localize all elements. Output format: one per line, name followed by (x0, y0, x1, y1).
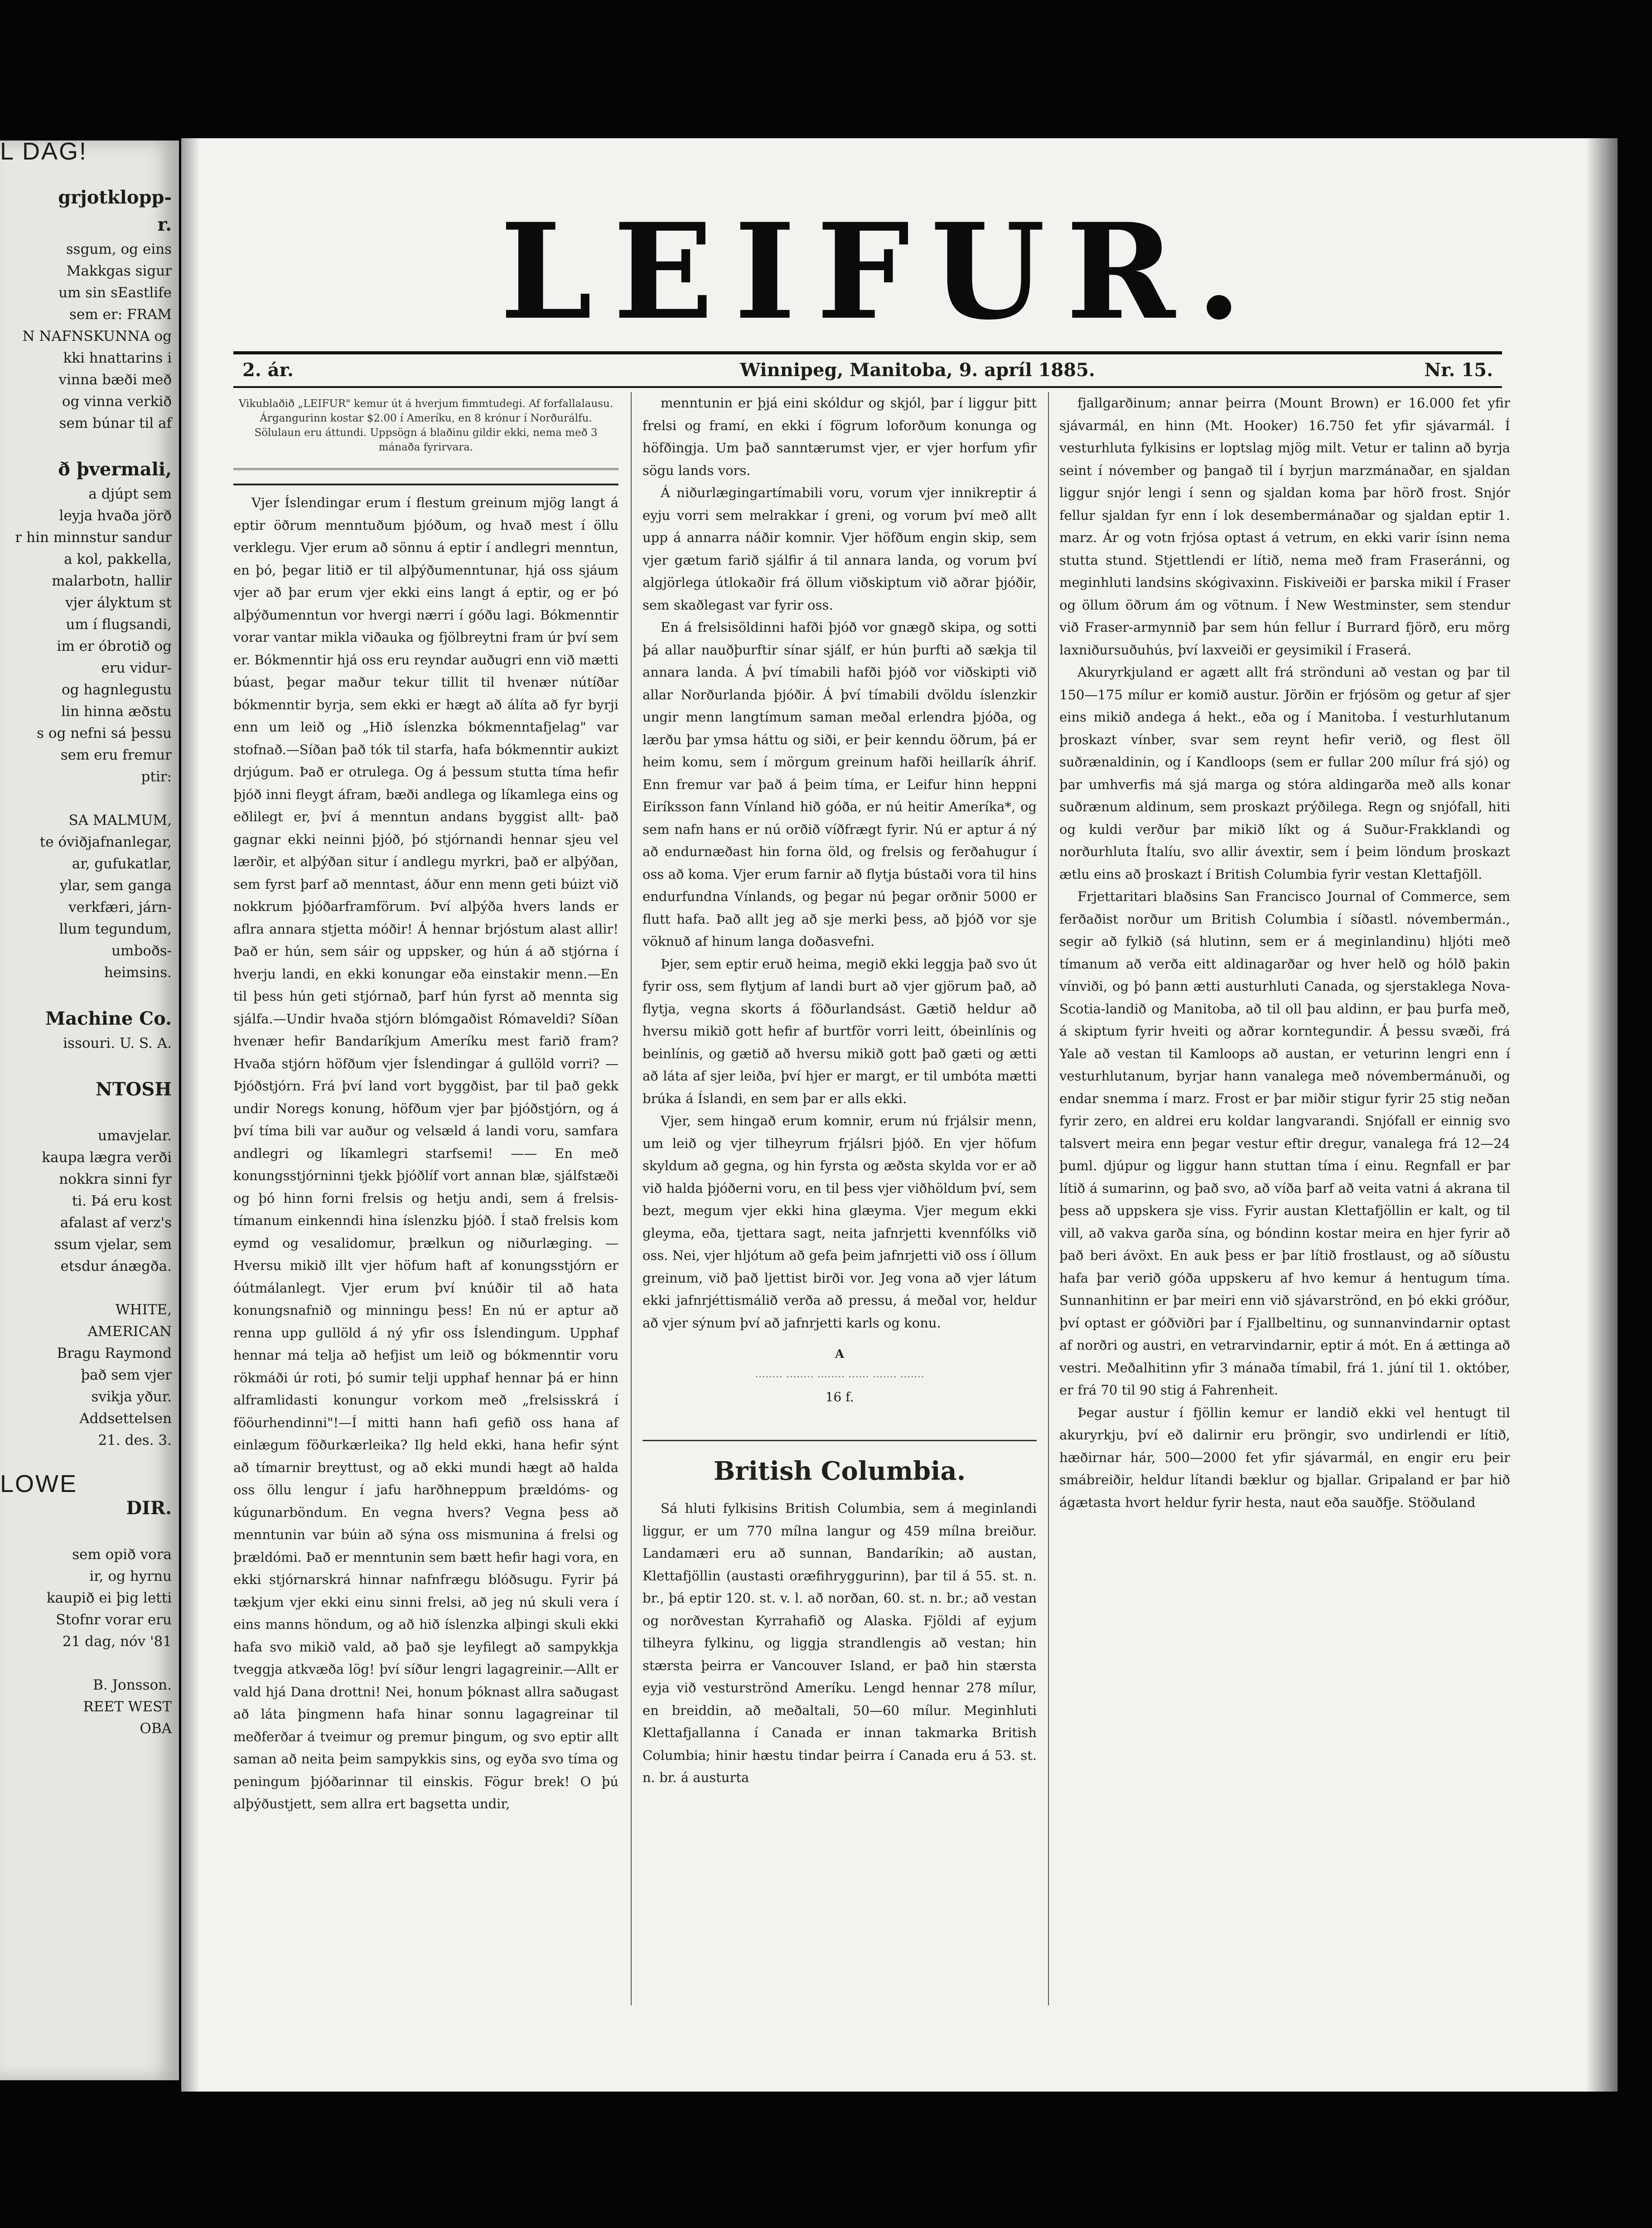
left-page-gap (0, 434, 174, 456)
left-page-line: llum tegundum, (59, 921, 172, 937)
left-page-line: og hagnlegustu (61, 682, 172, 698)
left-page-line: Addsettelsen (79, 1410, 172, 1427)
left-page-gap (0, 788, 174, 809)
column-rule (1048, 392, 1049, 2005)
left-page-line: te óviðjafnanlegar, (39, 834, 172, 850)
left-page-line: umavjelar. (98, 1128, 172, 1144)
left-page-line: leyja hvaða jörð (59, 508, 172, 524)
article-paragraph: Þegar austur í fjöllin kemur er landið ekki vel hentugt til akuryrkju, því eð dalirnir eru þröngir, svo undirlendi er lítið, hæðirnar hár, 500—2000 fet yfir sjávarmál, en engir eru þeir smábreiðir, heldur lítandi bæklur og bjallar. Gripaland er þar hið ágætasta hvort heldur fyrir hesta, naut eða sauðfje. Stöðuland (1059, 1405, 1510, 1510)
left-page-line: r. (157, 214, 172, 235)
page-edge-shadow (1586, 138, 1618, 2092)
left-page-gap (0, 162, 174, 184)
left-page-line: ylar, sem ganga (59, 877, 172, 894)
left-page-line: Makkgas sigur (66, 263, 172, 279)
left-page-line: a djúpt sem (88, 486, 172, 502)
left-page-fragment (0, 140, 179, 2080)
left-page-gap (0, 1451, 174, 1473)
left-page-line: vinna bæði með (58, 372, 172, 388)
left-page-line: 21. des. 3. (98, 1432, 172, 1448)
left-page-line: sem eru fremur (60, 747, 172, 763)
left-page-line: ar, gufukatlar, (72, 856, 172, 872)
left-page-line: ð þvermali, (58, 459, 172, 480)
left-page-line: s og nefni sá þessu (37, 725, 172, 741)
left-page-line: im er óbrotið og (57, 638, 172, 654)
left-page-line: umboðs- (111, 943, 172, 959)
left-page-gap (0, 983, 174, 1005)
left-page-line: r hin minnstur sandur (15, 529, 172, 546)
dateline-bar (233, 351, 1502, 388)
left-page-line: LOWE (0, 1470, 78, 1497)
article-column-3 (1059, 392, 1510, 1514)
left-page-line: NTOSH (96, 1079, 172, 1100)
left-page-gap (0, 1103, 174, 1125)
column-rule (631, 392, 632, 2005)
left-page-line: kaupið ei þig letti (46, 1590, 172, 1606)
article-paragraph: Sá hluti fylkisins British Columbia, sem á meginlandi liggur, er um 770 mílna langur og 459 mílna breiður. Landamæri eru að sunnan, Bandaríkin; að austan, Klettafjöllin (austasti oræfihryggurinn), þar til á 55. st. n. br., þá eptir 120. st. v. l. að norðan, 60. st. n. br.; að vestan og norðvestan Kyrrahafið og Alaska. Fjöldi af eyjum tilheyra fylkinu, og liggja strandlengis að vestan; hin stærsta þeirra er Vancouver Island, er það hin stærsta eyja við vesturströnd Ameríku. Lengd hennar 278 mílur, en breiddin, að meðaltali, 50—60 mílur. Meginhluti Klettafjallanna í Canada er innan takmarka British Columbia; hinir hæstu tindar þeirra í Canada eru á 53. st. n. br. á austurta (642, 1501, 1037, 1785)
article-paragraph: Þjer, sem eptir eruð heima, megið ekki leggja það svo út fyrir oss, sem flytjum af landi burt að vjer gjörum það, að flytja, vegna skorts á föðurlandsást. Gætið heldur að hversu mikið gott hefir af burtför vorri leitt, óbeinlínis og beinlínis, og gætið að hversu mikið gott það gæti og ætti að láta af sjer leiða, því hjer er margt, er til umbóta mætti brúka á Íslandi, en sem þar er alls ekki. (642, 956, 1037, 1106)
left-page-line: a kol, pakkella, (64, 551, 172, 567)
left-page-line: sem opið vora (72, 1546, 172, 1563)
left-page-line: heimsins. (104, 964, 172, 981)
left-page-line: verkfæri, járn- (68, 899, 172, 915)
left-page-line: svikja yður. (91, 1389, 172, 1405)
left-page-gap (0, 1054, 174, 1076)
left-page-line: um í flugsandi, (66, 616, 172, 633)
left-page-line: ssum vjelar, sem (54, 1236, 172, 1253)
article-paragraph: En á frelsisöldinni hafði þjóð vor gnægð skipa, og sotti þá allar nauðþurftir sínar sjálf, er hún þurfti að sækja til annara landa. Á því tímabili hafði þjóð vor viðskipti við allar Norðurlanda þjóðir. Á því tímabili dvöldu íslenzkir ungir menn langtímum saman meðal erlendra þjóða, og lærðu þar ymsa háttu og siði, er þeir kenndu öðrum, þá er heim komu, sem í mörgum greinum hafði heillarík áhrif. Enn fremur var það á þeim tíma, er Leifur hinn heppni Eiríksson fann Vínland hið góða, er nú heitir Ameríka*, og sem nafn hans er nú orðið víðfrægt fyrir. Nú er aptur á ný að endurnæðast hin forna öld, og frelsis og ferðahugur í oss að koma. Vjer erum farnir að flytja bústaði vora til hins endurfundna Vínlands, og þegar nú þegar orðnir 5000 er flutt hafa. Það allt jeg að sje merki þess, að þjóð vor sje vöknuð af hinum langa doðasvefni. (642, 620, 1037, 949)
place-date: Winnipeg, Manitoba, 9. apríl 1885. (740, 359, 1095, 381)
left-page-line: það sem vjer (81, 1367, 172, 1383)
left-page-line: etsdur ánægða. (60, 1258, 172, 1274)
article-paragraph: Akuryrkjuland er agætt allt frá strönduni að vestan og þar til 150—175 mílur er komið austur. Jörðin er frjósöm og getur af sjer eins mikið andega á hekt., eða og í Manitoba. Í vesturhlutanum þroskazt vínber, svar sem reynt hefir verið, og flest öll suðrænaldinin, og í Kandloops (sem er fullar 200 mílur frá sjó) og þar umhverfis má sjá marga og stóra aldingarða með alls konar suðrænum aldinum, sem proskazt prýðilega. Regn og snjófall, hiti og kuldi verður þar mikið líkt og á Suður-Frakklandi og norðurhluta Ítalíu, svo allir ávextir, sem í þeim löndum þroskazt ætlu eins að þroskazt í British Columbia fyrir vestan Klettafjöll. (1059, 664, 1510, 882)
left-page-line: B. Jonsson. (93, 1677, 172, 1693)
left-page-line: lin hinna æðstu (61, 703, 172, 720)
left-page-line: Machine Co. (45, 1008, 172, 1029)
left-page-line: WHITE, (115, 1302, 172, 1318)
article-paragraph: Vjer Íslendingar erum í flestum greinum mjög langt á eptir öðrum menntuðum þjóðum, og hvað mest í öllu verklegu. Vjer erum að sönnu á eptir í andlegri menntun, en þó, þegar litið er til alþýðumenntunar, hjá oss sjáum vjer að þar erum vjer ekki eins langt á eptir, og er þó alþýðumenntun vor hvergi nærri í góðu lagi. Bókmenntir vorar vantar mikla viðauka og fjölbreytni fram úr því sem er. Bókmenntir hjá oss eru reyndar auðugri enn við mætti búast, þegar maður tekur tillit til hvenær nútíðar bókmenntir byrja, sem ekki er hægt að álíta að fyr byrji enn um leið og „Hið íslenzka bókmenntafjelag" var stofnað.—Síðan það tók til starfa, hafa bókmenntir aukizt drjúgum. Það er otrulega. Og á þessum stutta tíma hefir þjóð inni fleygt áfram, bæði andlega og líkamlega eins og eðlilegt er, því á menntun andans byggist allt- það gagnar ekki neinni þjóð, þó stjórnandi hennar sjeu vel lærðir, et alþýðan situr í andlegu myrkri, það er alþýðan, sem fyrst þarf að menntast, áður enn menn geti búizt við nokkrum þjóðarframförum. Því alþýða hvers lands er aflra annara stjetta móðir! Á hennar brjóstum alast allir! Það er hún, sem sáir og uppsker, og hún á að stjórna í hverju landi, en ekki konungar eða einstakir menn.—En til þess hún geti stjórnað, þarf hún fyrst að mennta sig sjálfa.—Undir hvaða stjórn blómgaðist Rómaveldi? Síðan hvenær hefir Bandaríkjum Ameríku mest farið fram? Hvaða stjórn höfðum vjer Íslendingar á gullöld vorri? —Þjóðstjórn. Frá því land vort byggðist, þar til það gekk undir Noregs konung, höfðum vjer þar þjóðstjórn, og á því tíma bili var auður og velsæld á landi voru, samfara andlegri og líkamlegri starfsemi! —— En með konungsstjórninni tjekk þjóðlíf vort annan blæ, sjálfstæði og þó hinn forni frelsis og hetju andi, sem á frelsis-tímanum einkenndi hina íslenzku þjóð. Í stað frelsis kom eymd og vesalidomur, þrælkun og niðurlæging. — Hversu mikið illt vjer höfum haft af konungsstjórn er óútmálanlegt. Vjer erum því knúðir til að hata konungsnafnið og minningu þess! En nú er aptur að renna upp gullöld á ný yfir oss Íslendingum. Upphaf hennar má telja að hefjist um leið og bókmenntir voru rökmáði úr roti, þó sumir telji upphaf hennar þá er hinn alframlidasti konungur vorkom með „frelsisskrá í fööurhendinni"!—Í mitti hann hafi gefið oss hana af einlægum föðurkærleika? Ilg held ekki, hana hefir sýnt að tímarnir breyttust, og að ekki mundi hægt að halda oss öllu lengur í jafu harðhneppum þrældóms- og kúgunarböndum. En vegna hvers? Vegna þess að menntunin var búin að sýna oss mismunina á frelsi og þrældómi. Það er menntunin sem bætt hefir hagi vora, en ekki stjórnarskrá hinnar nafnfrægu blóðsugu. Fyrir þá tækjum vjer ekki einu sinni frelsi, að jeg nú skuli vera í eins manns höndum, og að hið íslenzka alþingi skuli ekki hafa svo mikið vald, að það sje leyfilegt að sampykkja tveggja atkvæða lög! því síður lengri lagagreinir.—Allt er vald hjá Dana drottni! Nei, honum þóknast allra saðugast að láta þingmenn hafa hinar sonnu lagagreinar til meðferðar á tveimur og premur þingum, og svo eptir allt saman að neita þeim sampykkis sins, og eyða svo tíma og peningum þjóðarinnar til einskis. Fögur brek! O þú alþýðustjett, sem allra ert bagsetta undir, (233, 495, 618, 1811)
left-page-line: vjer ályktum st (65, 595, 172, 611)
left-page-line: issouri. U. S. A. (63, 1035, 172, 1051)
article-mark: A (835, 1347, 845, 1361)
issue-number: Nr. 15. (1424, 359, 1493, 381)
binding-shadow (181, 138, 199, 2092)
left-page-line: nokkra sinni fyr (59, 1171, 172, 1187)
left-page-line: N NAFNSKUNNA og (22, 328, 172, 344)
left-page-line: ti. Þá eru kost (72, 1193, 172, 1209)
section-body (642, 1497, 1037, 1789)
left-page-line: Stofnr vorar eru (56, 1612, 172, 1628)
left-page-line: ptir: (141, 769, 172, 785)
left-page-line: Bragu Raymond (57, 1345, 172, 1361)
left-page-gap (0, 1652, 174, 1674)
left-page-column (0, 140, 179, 1739)
article-paragraph: Á niðurlægingartímabili voru, vorum vjer innikreptir á eyju vorri sem melrakkar í greni, og vorum því með allt upp á annarra náðir komnir. Vjer höfðum engin skip, sem vjer gætum farið sjálfir á til annara landa, og vorum því algjörlega útlokaðir frá öllum viðskiptum við aðrar þjóðir, sem skaðlegast var fyrir oss. (642, 485, 1037, 613)
column-3-body (1059, 392, 1510, 1514)
left-page-line: OBA (140, 1720, 172, 1737)
left-page-line: afalast af verz's (60, 1215, 172, 1231)
left-page-gap (0, 1522, 174, 1544)
left-page-line: malarbotn, hallir (52, 573, 172, 589)
section-heading: British Columbia. (713, 1456, 966, 1486)
left-page-line: ssgum, og eins (66, 241, 172, 257)
article-paragraph: menntunin er þjá eini skóldur og skjól, þar í liggur þitt frelsi og framí, en ekki í fögrum loforðum konunga og höfðingja. Um það sanntærumst vjer, er vjer horfum yfir sögu lands vors. (642, 395, 1037, 478)
left-page-line: AMERICAN (87, 1323, 172, 1340)
left-page-line: L DAG! (0, 140, 88, 165)
left-page-gap (0, 1277, 174, 1299)
left-page-line: REET WEST (83, 1699, 172, 1715)
separator-text: 16 f. (825, 1389, 854, 1405)
left-page-line: og vinna verkið (62, 393, 172, 410)
left-page-line: 21 dag, nóv '81 (62, 1633, 172, 1650)
article-column-1 (233, 392, 618, 1816)
masthead-title: LEIFUR. (500, 195, 1263, 349)
faded-text: ........ ........ ........ ...... ....... ....... (755, 1367, 924, 1380)
column-1-body (233, 492, 618, 1816)
left-page-line: DIR. (126, 1497, 172, 1519)
left-page-line: kaupa lægra verði (42, 1149, 172, 1166)
subscription-notice: Vikublaðið „LEIFUR" kemur út á hverjum fimmtudegi. Af forfallalausu. Árgangurinn kostar $2.00 í Ameríku, en 8 krónur í Norðurálfu. Sölulaun eru áttundi. Uppsögn á blaðinu gildir ekki, nema með 3 mánaða fyrirvara. (233, 392, 618, 470)
left-page-line: ir, og hyrnu (89, 1568, 172, 1584)
left-page-line: kki hnattarins i (63, 350, 172, 366)
article-paragraph: Vjer, sem hingað erum komnir, erum nú frjálsir menn, um leið og vjer tilheyrum frjálsri þjóð. En vjer höfum skyldum að gegna, og hin fyrsta og æðsta skylda vor er að við halda þjóðerni voru, en til þess vjer viðhöldum því, sem bezt, megum vjer ekki hina glæyma. Vjer megum ekki gleyma, eða, tjettara sagt, neita jafnrjetti kvennfólks við oss. Nei, vjer hljótum að gefa þeim jafnrjetti við oss í öllum greinum, við það ljettist birði vor. Jeg vona að vjer látum ekki jafnrjéttismálið verða að pressu, á meðal vor, heldur að vjer sýnum því að jafnrjetti karls og konu. (642, 1113, 1037, 1331)
article-paragraph: Frjettaritari blaðsins San Francisco Journal of Commerce, sem ferðaðist norður um British Columbia í síðastl. nóvembermán., segir að fylkið (sá hlutinn, sem er á meginlandinu) hljóti með tímanum að verða eitt aldinagarðar og hver helð og hólð þakin vínviði, og þó þann ætti austurhluti Canada, og sjerstaklega Nova-Scotia-landið og Manitoba, að til oll þau aldinn, er þau þurfa með, á skiptum fyrir hveiti og aðrar korntegundir. Á þessu svæði, frá Yale að vestan til Kamloops að austan, er veturinn lengri enn í vesturhlutanum, byrjar hann vanalega með nóvembermánuði, og endar snemma í marz. Frost er þar miðir stigur fyrir 25 stig neðan fyrir zero, en aldrei eru koldar langvarandi. Snjófall er einnig svo talsvert meira enn þegar vestur eftir dregur, vanalega frá 12—24 þuml. djúpur og liggur hann stuttan tíma í einu. Regnfall er þar lítið á sumarinn, og það svo, að víða þarf að veita vatni á akrana til þess að uppskera sje viss. Fyrir austan Klettafjöllin er kalt, og til vill, að vakva garða sína, og bóndinn kostar meira en hjer fyrir að það beri ávöxt. En auk þess er þar lítið frostlaust, og að síðustu hafa þar verið góða uppskeru af hvo kemur á hentugum tíma. Sunnanhitinn er þar meiri enn við sjávarströnd, en þó ekki gróður, því optast er góðviðri þar í Fjallbeltinu, og sunnanvindarnir optast af norðri og austri, en vetrarvindarnir, eptir á mót. En á ættinga að vestri. Meðalhitinn yfir 3 mánaða tímabil, frá 1. júní til 1. október, er frá 70 til 90 stig á Fahrenheit. (1059, 889, 1510, 1398)
column-2-body (642, 392, 1037, 1334)
left-page-line: eru vidur- (101, 660, 172, 676)
notice-rule (233, 484, 618, 485)
left-page-line: sem búnar til af (59, 415, 172, 431)
article-column-2 (642, 392, 1037, 1789)
article-paragraph: fjallgarðinum; annar þeirra (Mount Brown) er 16.000 fet yfir sjávarmál, en hinn (Mt. Hooker) 16.750 fet yfir sjávarmál. Í vesturhluta fylkisins er loptslag mjög milt. Vetur er talinn að byrja seint í nóvember og þangað til í byrjun marzmánaðar, en sjaldan liggur snjór lengi í senn og sjaldan koma þar hörð frost. Snjór fellur sjaldan fyr enn í lok desembermánaðar og sjaldan eptir 1. marz. Ár og votn frjósa optast á vetrum, en ekki varir ísinn nema stutta stund. Stjettlendi er lítið, nema með fram Fraseránni, og meginhluti landsins skógivaxinn. Fiskiveiði er þarska mikil í Fraser og öllum öðrum ám og vötnum. Í New Westminster, sem stendur við Fraser-armynnið þar sem hún fellur í Burrard fjörð, eru mörg laxniðursuðuhús, því laxveiði er geysimikil í Fraserá. (1059, 395, 1510, 658)
left-page-line: grjotklopp- (58, 187, 172, 208)
left-page-line: um sin sEastlife (58, 285, 172, 301)
volume-label: 2. ár. (242, 359, 294, 381)
left-page-line: sem er: FRAM (69, 306, 172, 323)
left-page-line: SA MALMUM, (68, 812, 172, 828)
newspaper-page (181, 138, 1618, 2092)
section-rule (642, 1440, 1037, 1441)
